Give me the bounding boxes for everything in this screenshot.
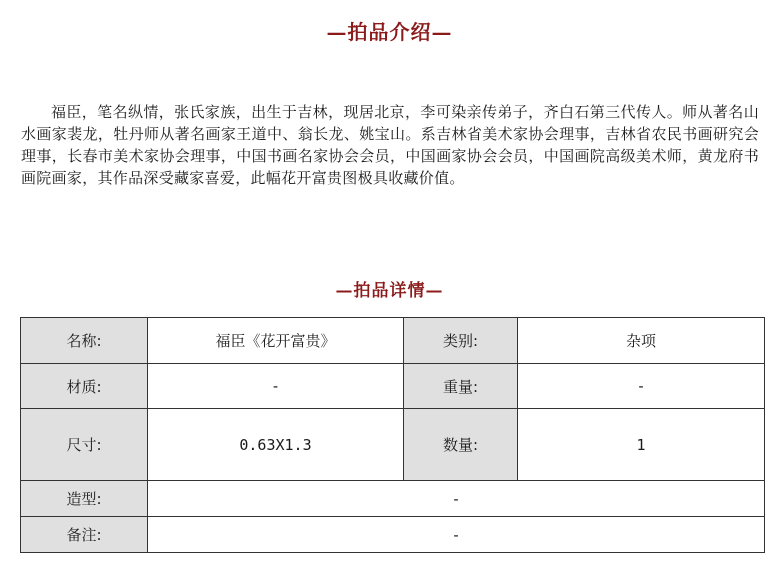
lot-details-table bbox=[20, 317, 765, 553]
table-row bbox=[21, 318, 765, 364]
size-value: 0.63X1.3 bbox=[148, 409, 404, 481]
shape-value: - bbox=[148, 481, 765, 517]
intro-section-title: —拍品介绍— bbox=[326, 20, 453, 44]
weight-label: 重量: bbox=[404, 364, 518, 409]
name-label: 名称: bbox=[21, 318, 148, 364]
remark-label: 备注: bbox=[21, 517, 148, 553]
shape-label: 造型: bbox=[21, 481, 148, 517]
material-label: 材质: bbox=[21, 364, 148, 409]
table-row bbox=[21, 364, 765, 409]
category-label: 类别: bbox=[404, 318, 518, 364]
size-label: 尺寸: bbox=[21, 409, 148, 481]
quantity-label: 数量: bbox=[404, 409, 518, 481]
remark-value: - bbox=[148, 517, 765, 553]
category-value: 杂项 bbox=[518, 318, 765, 364]
table-row bbox=[21, 517, 765, 553]
name-value: 福臣《花开富贵》 bbox=[148, 318, 404, 364]
quantity-value: 1 bbox=[518, 409, 765, 481]
table-row bbox=[21, 409, 765, 481]
material-value: - bbox=[148, 364, 404, 409]
table-row bbox=[21, 481, 765, 517]
artist-introduction-text: 福臣，笔名纵情，张氏家族，出生于吉林，现居北京，李可染亲传弟子，齐白石第三代传人。师从著名山水画家裴龙，牡丹师从著名画家王道中、翁长龙、姚宝山。系吉林省美术家协会理事，吉林省农民书画研究会理事，长春市美术家协会理事，中国书画名家协会会员，中国画家协会会员，中国画院高级美术师，黄龙府书画院画家，其作品深受藏家喜爱，此幅花开富贵图极具收藏价值。 bbox=[21, 103, 759, 187]
details-section-title: —拍品详情— bbox=[335, 281, 444, 301]
weight-value: - bbox=[518, 364, 765, 409]
